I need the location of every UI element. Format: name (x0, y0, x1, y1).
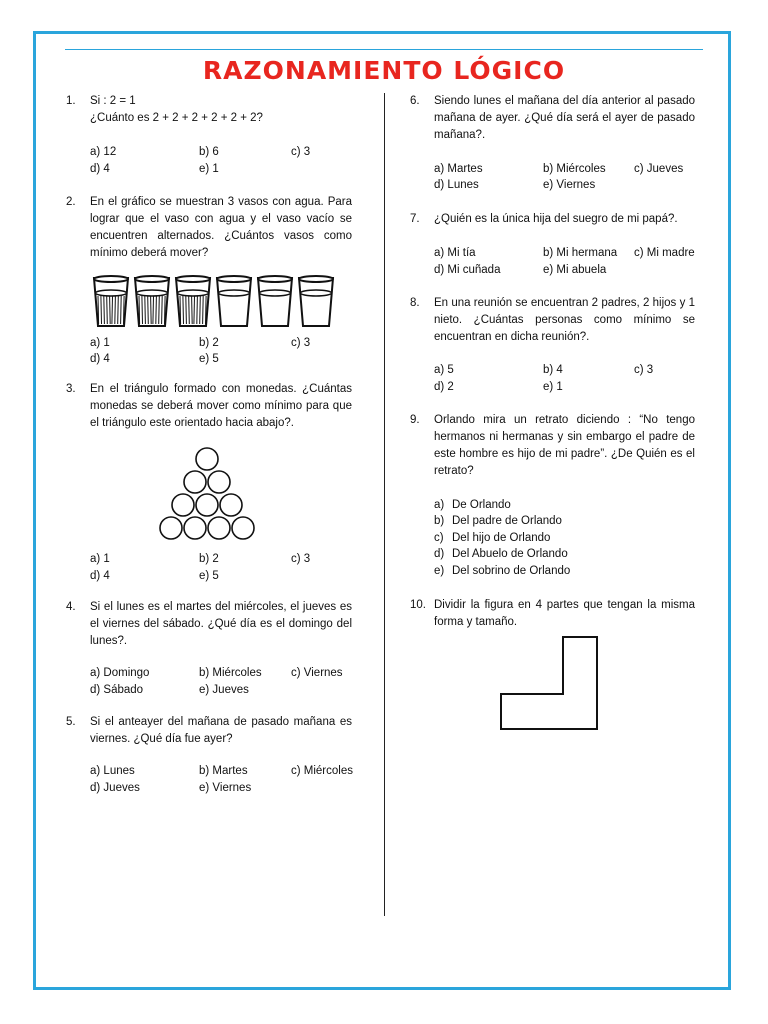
option: Del Abuelo de Orlando (452, 548, 568, 560)
column-divider (384, 93, 385, 916)
glasses-figure (90, 276, 340, 330)
question-number: 6. (410, 95, 420, 107)
question-number: 7. (410, 213, 420, 225)
option: e) Jueves (199, 684, 249, 696)
option: b) 4 (543, 364, 563, 376)
question-text: ¿Cuánto es 2 + 2 + 2 + 2 + 2 + 2? (90, 112, 263, 124)
option: b) Miércoles (543, 163, 606, 175)
option: c) 3 (291, 337, 311, 349)
title-rule (65, 49, 703, 50)
option: b) 2 (199, 553, 219, 565)
option: Del hijo de Orlando (452, 532, 551, 544)
glass-empty (299, 276, 333, 326)
option: d) Sábado (90, 684, 144, 696)
question-text: En el gráfico se muestran 3 vasos con agua. Para lograr que el vaso con agua y el vaso vacío se encuentren alternados. ¿Cuántos vasos como mínimo deberá mover? (90, 196, 352, 259)
option-letter: c) (434, 532, 444, 544)
option: e) 1 (543, 381, 563, 393)
question-text: Si : 2 = 1 (90, 95, 136, 107)
option: c) Mi madre (634, 247, 695, 259)
option: b) Miércoles (199, 667, 262, 679)
question-number: 2. (66, 196, 76, 208)
option: c) Jueves (634, 163, 684, 175)
page-title: RAZONAMIENTO LÓGICO (202, 56, 566, 85)
option: d) 4 (90, 570, 110, 582)
option: c) 3 (291, 146, 311, 158)
option: e) 1 (199, 163, 219, 175)
question-number: 10. (410, 599, 426, 611)
question-text: Dividir la figura en 4 partes que tengan la misma forma y tamaño. (434, 599, 695, 628)
option: e) 5 (199, 570, 219, 582)
option: b) Mi hermana (543, 247, 618, 259)
glass-empty (258, 276, 292, 326)
coin (208, 471, 230, 493)
coin (184, 517, 206, 539)
option: a) Martes (434, 163, 483, 175)
option: b) Martes (199, 765, 248, 777)
option: a) Mi tía (434, 247, 476, 259)
coin (184, 471, 206, 493)
question-text: Siendo lunes el mañana del día anterior al pasado mañana de ayer. ¿Qué día será el ayer de pasado mañana?. (434, 95, 695, 141)
coin (172, 494, 194, 516)
coin (208, 517, 230, 539)
question-number: 3. (66, 383, 76, 395)
question-text: En el triángulo formado con monedas. ¿Cuántas monedas se deberá mover como mínimo para que el triángulo este orientado hacia abajo?. (90, 383, 352, 429)
coin (196, 494, 218, 516)
question-text: Si el anteayer del mañana de pasado mañana es viernes. ¿Qué día fue ayer? (90, 716, 352, 745)
option: a) 5 (434, 364, 454, 376)
coin (160, 517, 182, 539)
option: d) Mi cuñada (434, 264, 501, 276)
question-number: 4. (66, 601, 76, 613)
option: c) 3 (634, 364, 654, 376)
question-text: Si el lunes es el martes del miércoles, el jueves es el viernes del sábado. ¿Qué día es el domingo del lunes?. (90, 601, 352, 647)
question-number: 5. (66, 716, 76, 728)
option: d) 4 (90, 163, 110, 175)
question-text: ¿Quién es la única hija del suegro de mi papá?. (434, 213, 678, 225)
coin (232, 517, 254, 539)
option: b) 6 (199, 146, 219, 158)
option: De Orlando (452, 499, 511, 511)
option-letter: b) (434, 515, 445, 527)
option: b) 2 (199, 337, 219, 349)
option: a) Lunes (90, 765, 135, 777)
option: a) 12 (90, 146, 117, 158)
option: d) 2 (434, 381, 454, 393)
option: c) 3 (291, 553, 311, 565)
coin-triangle-figure (135, 445, 285, 545)
question-text: En una reunión se encuentran 2 padres, 2 hijos y 1 nieto. ¿Cuántas personas como mínimo se encuentran en dicha reunión?. (434, 297, 695, 343)
option: Del padre de Orlando (452, 515, 562, 527)
option: c) Miércoles (291, 765, 353, 777)
question-text: Orlando mira un retrato diciendo : “No tengo hermanos ni hermanas y sin embargo el padre de este hombre es hijo de mi padre”. ¿De Quién es el retrato? (434, 414, 695, 477)
coin (196, 448, 218, 470)
option: a) 1 (90, 337, 110, 349)
question-number: 1. (66, 95, 76, 107)
option: Del sobrino de Orlando (452, 565, 571, 577)
l-shape-figure (500, 636, 600, 731)
option: e) 5 (199, 353, 219, 365)
option: a) 1 (90, 553, 110, 565)
question-number: 9. (410, 414, 420, 426)
option: e) Mi abuela (543, 264, 607, 276)
option: d) Jueves (90, 782, 140, 794)
option-letter: d) (434, 548, 445, 560)
option-letter: e) (434, 565, 445, 577)
option: d) 4 (90, 353, 110, 365)
glass-empty (217, 276, 251, 326)
option: a) Domingo (90, 667, 150, 679)
coin (220, 494, 242, 516)
option: d) Lunes (434, 179, 479, 191)
option: e) Viernes (199, 782, 252, 794)
question-number: 8. (410, 297, 420, 309)
option-letter: a) (434, 499, 445, 511)
option: e) Viernes (543, 179, 596, 191)
glass-full (94, 276, 128, 326)
glass-full (135, 276, 169, 326)
glass-full (176, 276, 210, 326)
option: c) Viernes (291, 667, 343, 679)
